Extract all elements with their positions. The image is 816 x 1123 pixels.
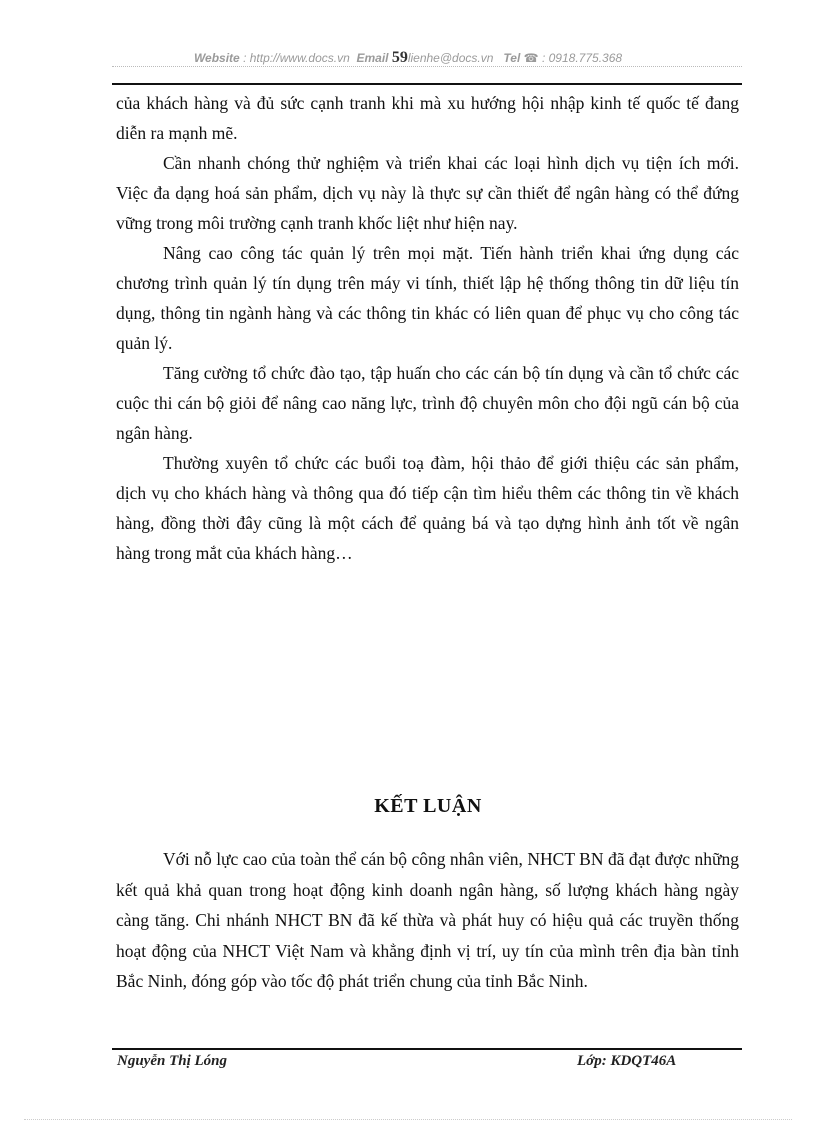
website-url[interactable]: : http://www.docs.vn: [243, 51, 350, 65]
footer-author: Nguyễn Thị Lóng: [117, 1053, 228, 1069]
page-header: [0, 49, 816, 67]
top-rule: [112, 83, 742, 85]
paragraph-1: của khách hàng và đủ sức cạnh tranh khi mà xu hướng hội nhập kinh tế quốc tế đang diễn ra mạnh mẽ.: [116, 93, 739, 143]
bottom-rule: [112, 1048, 742, 1050]
tel-label: Tel: [503, 51, 521, 65]
paragraph-5: Thường xuyên tổ chức các buổi toạ đàm, hội thảo để giới thiệu các sản phẩm, dịch vụ cho khách hàng và thông qua đó tiếp cận tìm hiểu thêm các thông tin về khách hàng, đồng thời đây cũng là một cách để quảng bá và tạo dựng hình ảnh tốt về ngân hàng trong mắt của khách hàng…: [116, 453, 739, 563]
paragraph-4: Tăng cường tổ chức đào tạo, tập huấn cho các cán bộ tín dụng và cần tổ chức các cuộc thi cán bộ giỏi để nâng cao năng lực, trình độ chuyên môn cho đội ngũ cán bộ của ngân hàng.: [116, 363, 739, 443]
header-divider: [112, 66, 742, 67]
website-label: Website: [193, 51, 240, 65]
conclusion-text: [116, 844, 739, 997]
page-number: 59: [391, 49, 408, 66]
page-bottom-divider: [24, 1119, 792, 1120]
phone-icon: ☎: [523, 51, 539, 65]
footer-class: Lớp: KDQT46A: [577, 1053, 677, 1069]
email-label: Email: [356, 51, 389, 65]
email-address[interactable]: lienhe@docs.vn: [407, 51, 494, 65]
tel-number: : 0918.775.368: [541, 51, 623, 65]
body-text: [116, 88, 739, 568]
paragraph-2: Cần nhanh chóng thử nghiệm và triển khai các loại hình dịch vụ tiện ích mới. Việc đa dạng hoá sản phẩm, dịch vụ này là thực sự cần thiết để ngân hàng có thể đứng vững trong môi trường cạnh tranh khốc liệt như hiện nay.: [116, 153, 739, 233]
paragraph-3: Nâng cao công tác quản lý trên mọi mặt. Tiến hành triển khai ứng dụng các chương trình quản lý tín dụng trên máy vi tính, thiết lập hệ thống thông tin dữ liệu tín dụng, thông tin ngành hàng và các thông tin khác có liên quan để phục vụ cho công tác quản lý.: [116, 243, 739, 353]
conclusion-heading: KẾT LUẬN: [374, 795, 482, 817]
conclusion-paragraph: Với nỗ lực cao của toàn thể cán bộ công nhân viên, NHCT BN đã đạt được những kết quả khả quan trong hoạt động kinh doanh ngân hàng, số lượng khách hàng ngày càng tăng. Chi nhánh NHCT BN đã kế thừa và phát huy có hiệu quả các truyền thống hoạt động của NHCT Việt Nam và khẳng định vị trí, uy tín của mình trên địa bàn tỉnh Bắc Ninh, đóng góp vào tốc độ phát triển chung của tỉnh Bắc Ninh.: [116, 849, 739, 991]
